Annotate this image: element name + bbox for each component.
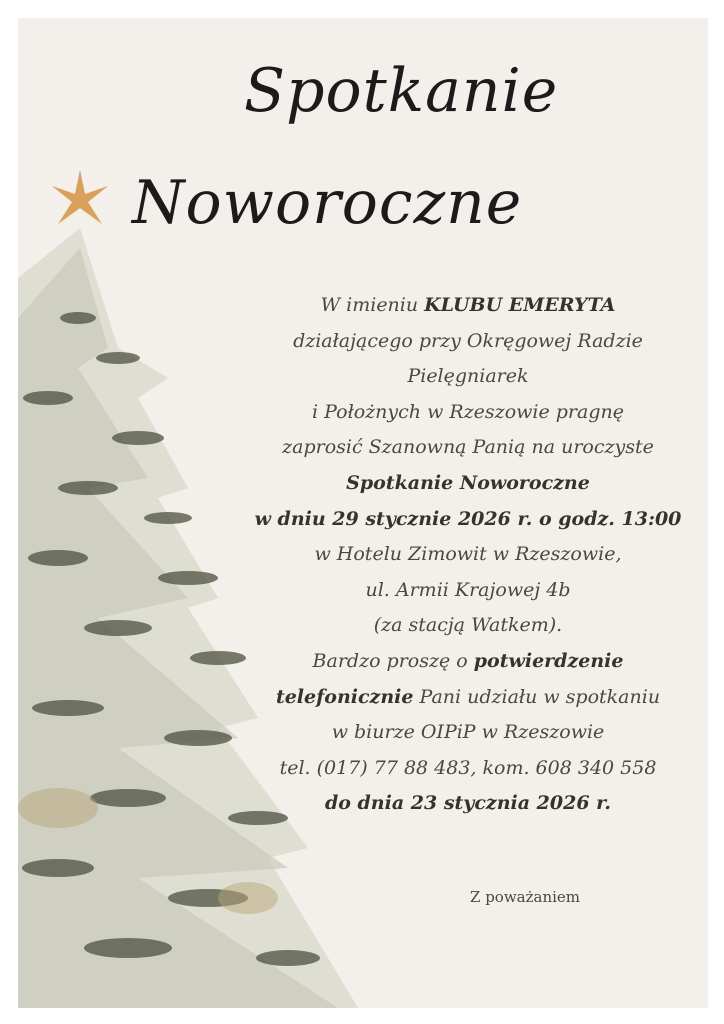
body-line: Bardzo proszę o potwierdzenie <box>312 649 624 672</box>
event-venue: w Hotelu Zimowit w Rzeszowie, <box>314 543 622 566</box>
body-line: telefonicznie Pani udziału w spotkaniu <box>275 685 661 708</box>
title-line-2: Noworoczne <box>132 168 523 238</box>
body-line: w biurze OIPiP w Rzeszowie <box>331 721 605 744</box>
body-line: zaprosić Szanowną Panią na uroczyste <box>282 436 654 459</box>
event-address: ul. Armii Krajowej 4b <box>365 578 571 601</box>
invitation-body <box>218 288 708 822</box>
star-icon <box>52 170 108 224</box>
contact-phone: tel. (017) 77 88 483, kom. 608 340 558 <box>279 756 657 779</box>
address-note: (za stacją Watkem). <box>373 614 563 637</box>
invitation-page <box>18 18 708 1008</box>
body-line: i Położnych w Rzeszowie pragnę <box>312 400 624 423</box>
body-line: działającego przy Okręgowej Radzie <box>293 329 643 352</box>
body-line: W imieniu KLUBU EMERYTA <box>320 294 616 316</box>
body-line: Pielęgniarek <box>407 365 529 388</box>
event-name: Spotkanie Noworoczne <box>346 471 590 494</box>
signature: Z poważaniem <box>470 888 581 906</box>
event-date: w dniu 29 stycznie 2026 r. o godz. 13:00 <box>254 507 682 530</box>
title-line-1: Spotkanie <box>244 56 559 126</box>
rsvp-deadline: do dnia 23 stycznia 2026 r. <box>324 792 612 815</box>
